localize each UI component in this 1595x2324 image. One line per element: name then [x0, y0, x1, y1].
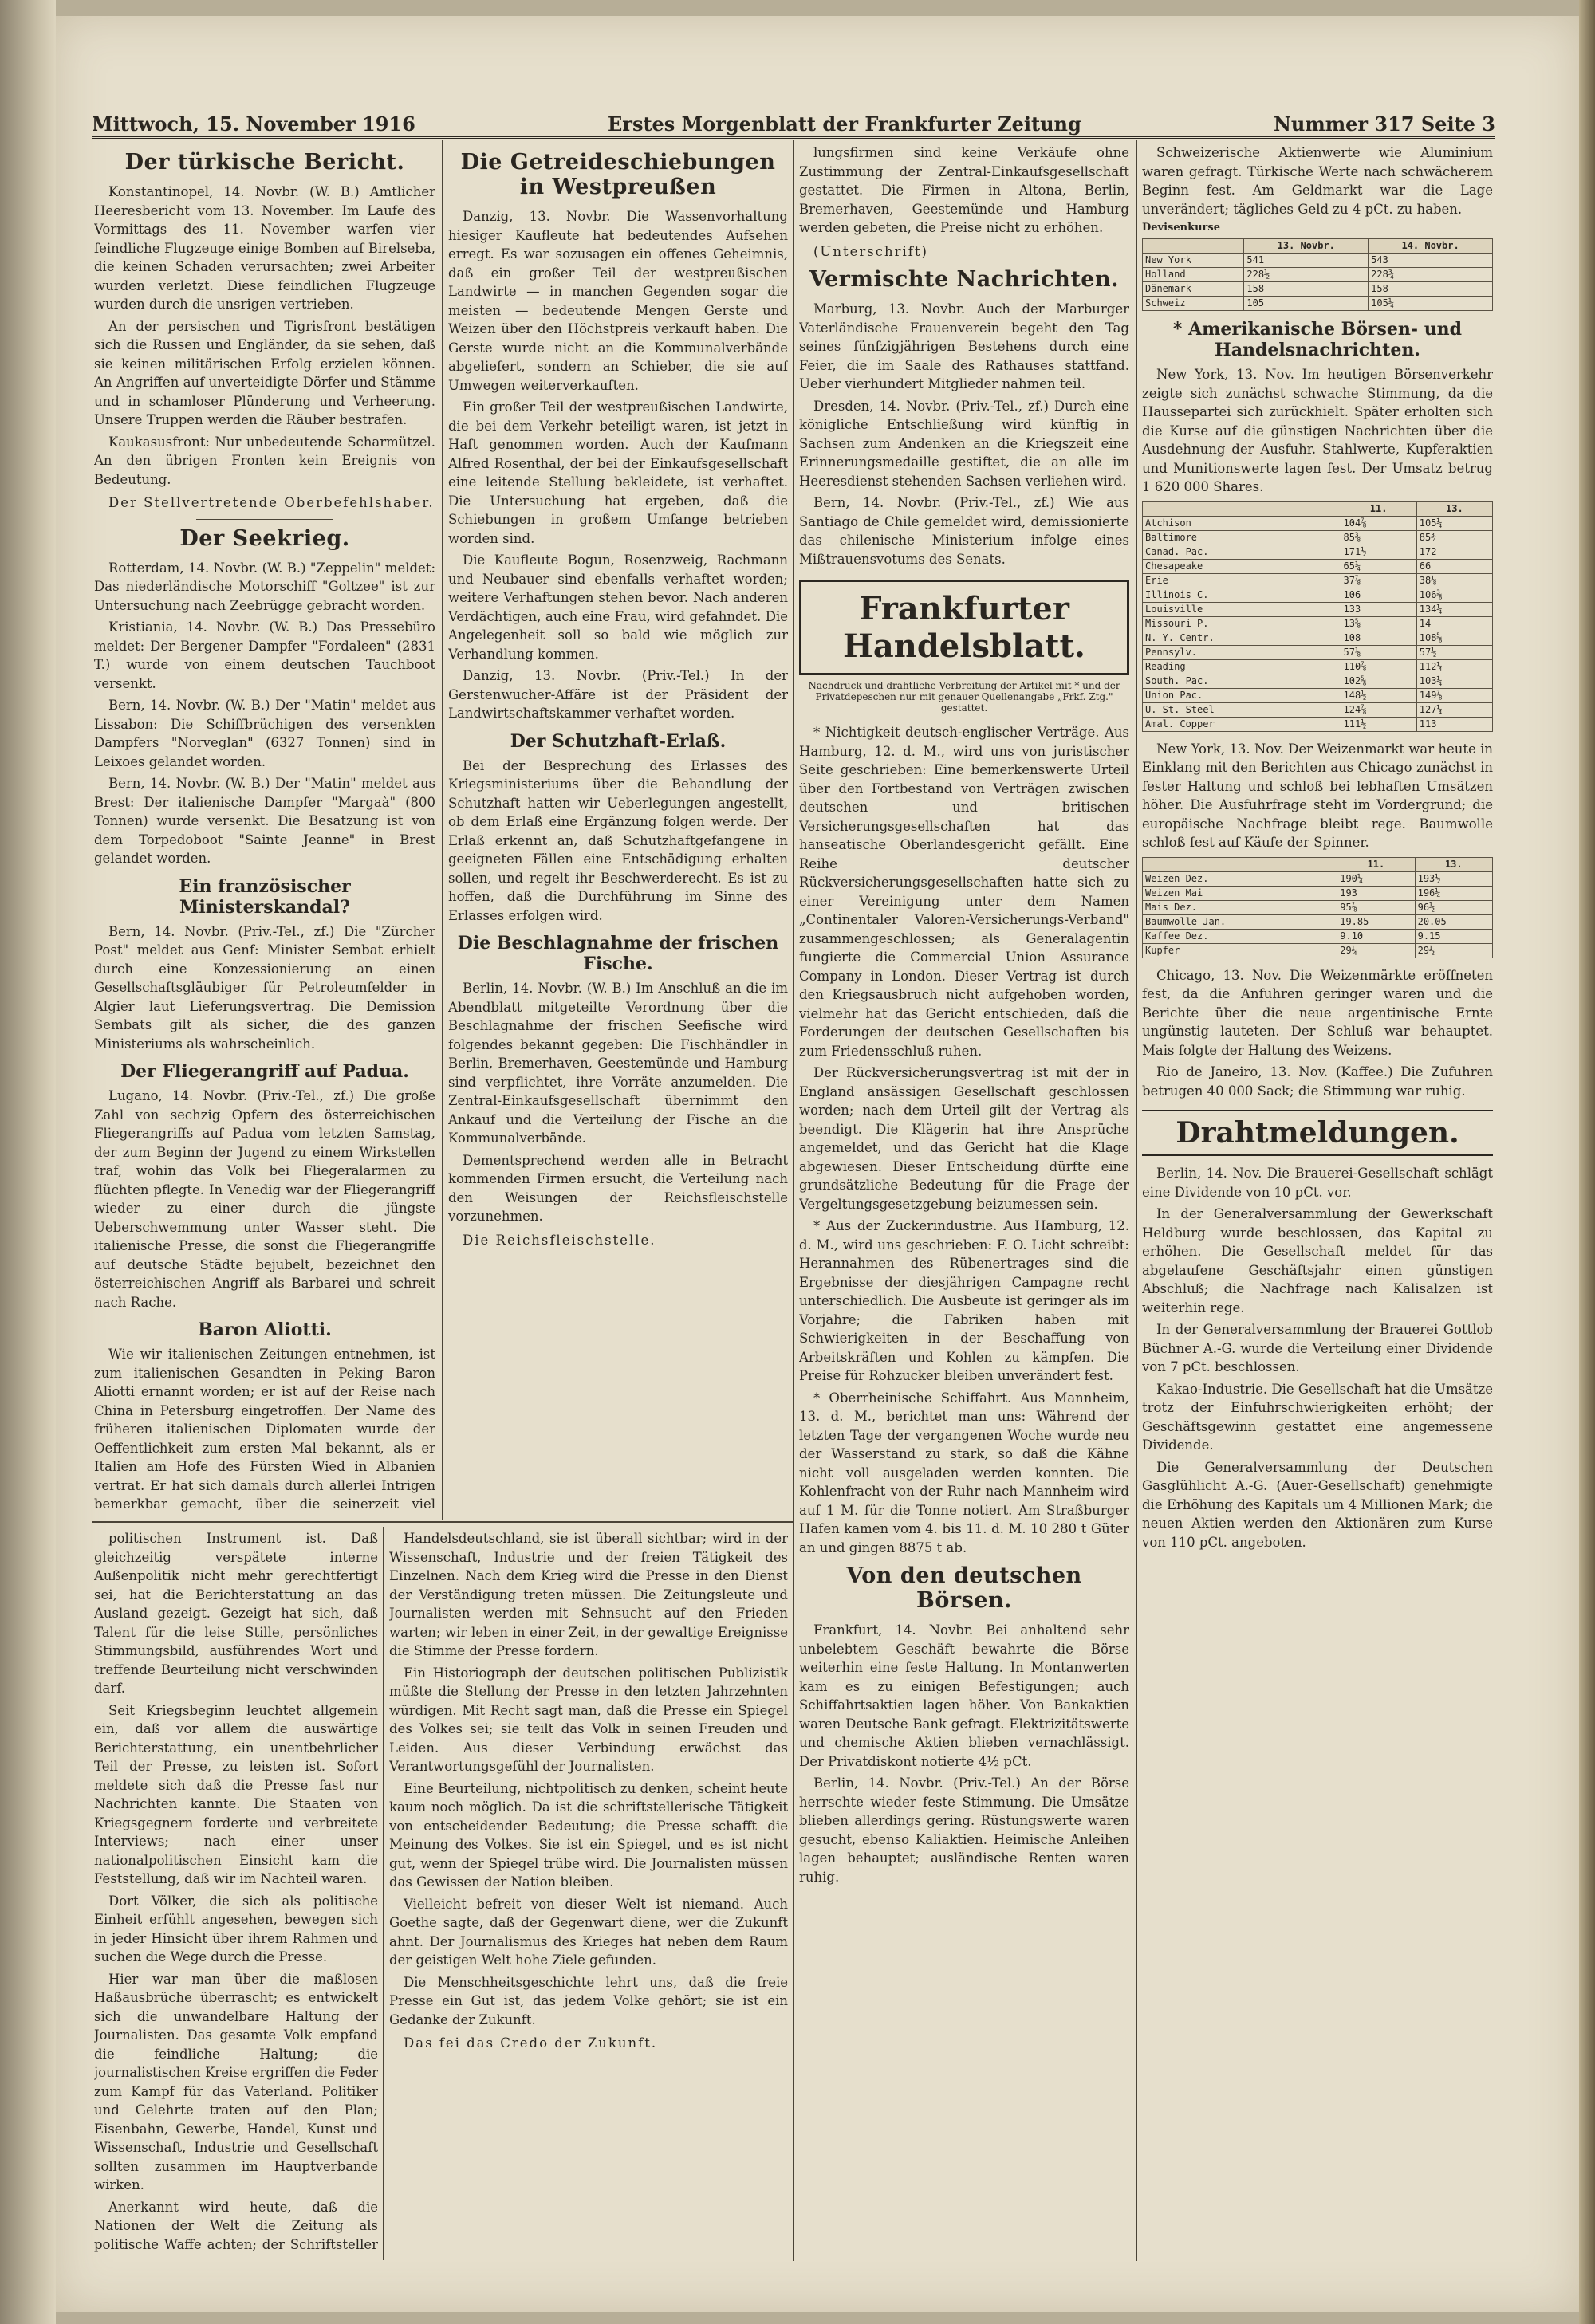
headline-amerikanische-boersen: * Amerikanische Börsen- und Handelsnachrichten.: [1172, 319, 1463, 360]
market-row: [1143, 900, 1493, 914]
stock-row: [1143, 659, 1493, 674]
stock-cell: Union Pac.: [1143, 688, 1341, 702]
stock-cell: 57⅛: [1341, 645, 1416, 659]
stock-cell: 104⅞: [1341, 516, 1416, 530]
devisen-cell: 228¾: [1369, 268, 1493, 282]
bottom-column-left: [94, 1529, 378, 2256]
headline-ministerskandal: Ein französischer Ministerskandal?: [179, 875, 351, 918]
stock-header-cell: [1143, 501, 1341, 516]
signature: (Unterschrift): [813, 243, 928, 259]
column-rule-bottom: [383, 1527, 384, 2260]
stock-cell: 108: [1341, 631, 1416, 645]
stock-row: [1143, 631, 1493, 645]
article-paragraph: Konstantinopel, 14. Novbr. (W. B.) Amtlicher Heeresbericht vom 13. November. Im Laufe des Vormittags des 11. November warfen vier feindliche Flugzeuge einige Bomben auf Birelseba, die keinen Schaden verursachten; zwei Arbeiter wurden verletzt. Diese feindlichen Flugzeuge wurden durch die unsrigen vertrieben.: [94, 184, 435, 312]
devisen-cell: 228½: [1244, 268, 1369, 282]
bottom-column-mid: [389, 1529, 788, 2256]
devisen-cell: 105: [1244, 297, 1369, 311]
market-header-cell: [1143, 857, 1337, 871]
article-paragraph: Berlin, 14. Novbr. (Priv.-Tel.) An der Börse herrschte wieder feste Stimmung. Die Umsätze blieben allerdings gering. Rüstungswerte waren gesucht, ebenso Kaliaktien. Heimische Anleihen lagen behauptet; ausländische Renten waren ruhig.: [799, 1775, 1129, 1885]
market-row: [1143, 914, 1493, 929]
devisen-header-cell: 13. Novbr.: [1244, 239, 1369, 254]
headline-seekrieg: Der Seekrieg.: [179, 525, 350, 551]
headline-beschlagnahme-fische: Die Beschlagnahme der frischen Fische.: [457, 933, 779, 974]
article-paragraph: Handelsdeutschland, sie ist überall sichtbar; wird in der Wissenschaft, Industrie und der freien Tätigkeit des Einzelnen. Nach dem Krieg wird die Presse in den Dienst der Verständigung treten müssen. Die Zeitungsleute und Journalisten werden mit Sehnsucht auf den Frieden warten; wir leben in einer Zeit, in der gewaltige Ereignisse die Stimme der Presse fordern.: [389, 1531, 788, 1658]
stock-cell: 85¾: [1416, 530, 1492, 545]
stock-cell: Louisville: [1143, 602, 1341, 616]
column-3: [799, 144, 1129, 2256]
article-paragraph: * Oberrheinische Schiffahrt. Aus Mannheim, 13. d. M., berichtet man uns: Während der letzten Tage der vergangenen Woche wurde neu der Wasserstand zu stark, so daß die Kähne nicht voll ausgeladen werden konnten. Die Kohlenfracht von der Ruhr nach Mannheim wird auf 1 M. für die Tonne notiert. Am Straßburger Hafen kamen vom 4. bis 11. d. M. 10 280 t Güter an und gingen 8875 t ab.: [799, 1390, 1129, 1555]
article-paragraph: New York, 13. Nov. Der Weizenmarkt war heute in Einklang mit den Berichten aus Chicago zunächst in fester Haltung und schloß bei lebhaften Umsätzen höher. Die Ausfuhrfrage steht im Vordergrund; die europäische Nachfrage bleibt rege. Baumwolle schloß fest auf Käufe der Spinner.: [1142, 741, 1493, 850]
masthead-date: Mittwoch, 15. November 1916: [92, 112, 415, 136]
market-cell: Weizen Mai: [1143, 886, 1337, 900]
stock-cell: 112¼: [1416, 659, 1492, 674]
market-cell: Kupfer: [1143, 943, 1337, 958]
devisen-header-cell: 14. Novbr.: [1369, 239, 1493, 254]
stock-cell: 66: [1416, 559, 1492, 573]
column-1: [94, 144, 435, 1516]
article-paragraph: Kakao-Industrie. Die Gesellschaft hat die Umsätze trotz der Einfuhrschwierigkeiten erhöht; der Geschäftsgewinn gestattet eine angemessene Dividende.: [1142, 1381, 1493, 1453]
handelsblatt-banner: Frankfurter Handelsblatt.: [799, 580, 1129, 675]
devisen-row: [1143, 254, 1493, 268]
devisen-cell: Holland: [1143, 268, 1244, 282]
stock-cell: 105¼: [1416, 516, 1492, 530]
stock-cell: Reading: [1143, 659, 1341, 674]
stock-row: [1143, 688, 1493, 702]
stock-cell: Canad. Pac.: [1143, 545, 1341, 559]
article-paragraph: Kristiania, 14. Novbr. (W. B.) Das Pressebüro meldet: Der Bergener Dampfer "Fordaleen" (2831 T.) wurde von einem deutschen Tauchboot versenkt.: [94, 619, 435, 691]
market-cell: Kaffee Dez.: [1143, 929, 1337, 943]
article-paragraph: Bern, 14. Novbr. (W. B.) Der "Matin" meldet aus Lissabon: Die Schiffbrüchigen des versenkten Dampfers "Norveglan" (6327 Tonnen) sind in Leixoes gelandet worden.: [94, 698, 435, 769]
headline-fliegerangriff: Der Fliegerangriff auf Padua.: [120, 1061, 409, 1082]
stock-cell: 57½: [1416, 645, 1492, 659]
stock-cell: 110⅞: [1341, 659, 1416, 674]
stock-cell: 111½: [1341, 717, 1416, 731]
headline-deutsche-boersen: Von den deutschen Börsen.: [846, 1563, 1082, 1613]
binding-gutter-left: [0, 0, 56, 2324]
article-paragraph: * Nichtigkeit deutsch-englischer Verträge. Aus Hamburg, 12. d. M., wird uns von juristischer Seite geschrieben: Eine bemerkenswerte Urteil über den Fortbestand von Verträgen zwischen deutschen und britischen Versicherungsgesellschaften hat das hanseatische Oberlandesgericht gefällt. Eine Reihe deutscher Rückversicherungsgesellschaften hatte sich zu einer Vereinigung unter dem Namen „Continentaler Valoren-Versicherungs-Verband" zusammengeschlossen; als Generalagentin fungierte die Commercial Union Assurance Company in London. Dieser Vertrag ist durch den Kriegsausbruch nicht aufgehoben worden, vielmehr hat das Gericht entschieden, daß die Forderungen der deutschen Gesellschaften bis zum Friedensschluß ruhen.: [799, 725, 1129, 1059]
column-rule-1: [442, 140, 443, 1520]
stock-cell: Missouri P.: [1143, 616, 1341, 631]
article-paragraph: Danzig, 13. Novbr. Die Wassenvorhaltung hiesiger Kaufleute hat bedeutendes Aufsehen erregt. Es war sozusagen ein offenes Geheimnis, daß ein großer Teil der westpreußischen Landwirte — in manchen Gegenden sogar die meisten — bedeutende Mengen Gerste und Weizen über den Höchstpreis verkauft haben. Die Gerste wurde nicht an die Kommunalverbände abgeliefert, sondern an Schieber, die sie auf Umwegen weiterverkauften.: [448, 209, 788, 393]
stock-table: [1142, 501, 1493, 732]
stock-cell: Chesapeake: [1143, 559, 1341, 573]
separator: [196, 519, 333, 520]
column-4: [1142, 144, 1493, 2256]
article-paragraph: Die Kaufleute Bogun, Rosenzweig, Rachmann und Neubauer sind ebenfalls verhaftet worden; weitere Verhaftungen stehen bevor. Nach anderen Verdächtigen, auch eine Frau, wird gefahndet. Die Angelegenheit soll so bald wie möglich zur Verhandlung kommen.: [448, 552, 788, 662]
stock-cell: 106: [1341, 588, 1416, 602]
article-paragraph: * Aus der Zuckerindustrie. Aus Hamburg, 12. d. M., wird uns geschrieben: F. O. Licht schreibt: Herannahmen des Rübenertrages sind die Ergebnisse der diesjährigen Campagne recht unterschiedlich. Die Ausbeute ist geringer als im Vorjahre; die Fabriken haben mit Schwierigkeiten in der Beschaffung von Arbeitskräften und Kohlen zu kämpfen. Die Preise für Rohzucker bleiben unverändert fest.: [799, 1218, 1129, 1383]
stock-cell: 149⅞: [1416, 688, 1492, 702]
article-paragraph: lungsfirmen sind keine Verkäufe ohne Zustimmung der Zentral-Einkaufsgesellschaft gestattet. Die Firmen in Altona, Berlin, Bremerhaven, Geestemünde und Hamburg werden gebeten, die Preise nicht zu erhöhen.: [799, 145, 1129, 235]
article-paragraph: Ein Historiograph der deutschen politischen Publizistik müßte die Stellung der Presse in den letzten Jahrzehnten würdigen. Mit Recht sagt man, daß die Presse ein Spiegel des Volkes sei; sie teilt das Volk in seinen Freuden und Leiden. Aus dieser Verbindung erwächst das Verantwortungsgefühl der Journalisten.: [389, 1665, 788, 1774]
article-paragraph: Seit Kriegsbeginn leuchtet allgemein ein, daß vor allem die auswärtige Berichterstattung, ein unentbehrlicher Teil der Presse, zu leisten ist. Sofort meldete sich daß die Presse fast nur Nachrichten kannte. Die Staaten von Kriegsgegnern forderte und verbreitete Interviews; nach einer unser nationalpolitischen Einsicht kam die Feststellung, daß wir im Nachteil waren.: [94, 1702, 378, 1886]
market-cell: 95⅞: [1337, 900, 1415, 914]
stock-row: [1143, 516, 1493, 530]
stock-cell: 65¼: [1341, 559, 1416, 573]
headline-drahtmeldungen: Drahtmeldungen.: [1142, 1110, 1493, 1156]
article-paragraph: Rio de Janeiro, 13. Nov. (Kaffee.) Die Zufuhren betrugen 40 000 Sack; die Stimmung war ruhig.: [1142, 1064, 1493, 1099]
devisen-cell: 158: [1369, 282, 1493, 297]
market-row: [1143, 871, 1493, 886]
market-row: [1143, 886, 1493, 900]
market-row: [1143, 929, 1493, 943]
article-paragraph: Lugano, 14. Novbr. (Priv.-Tel., zf.) Die große Zahl von sechzig Opfern des österreichischen Fliegerangriffs auf Padua vom letzten Samstag, der zum Beginn der Jugend zu einem Wirkstellen traf, wohin das Volk bei Fliegeralarmen zu flüchten pflegte. In Venedig war der Fliegerangriff wieder zu einer durch die jüngste Ueberschwemmung unter Wasser steht. Die italienische Presse, die sonst die Fliegerangriffe auf deutsche Städte bejubelt, bezeichnet den österreichischen Angriff als Barbarei und schreit nach Rache.: [94, 1088, 435, 1310]
article-paragraph: Die Menschheitsgeschichte lehrt uns, daß die freie Presse ein Gut ist, das jedem Volke gehört; sie ist ein Gedanke der Zukunft.: [389, 1974, 788, 2027]
stock-cell: 127¼: [1416, 702, 1492, 717]
article-paragraph: Bei der Besprechung des Erlasses des Kriegsministeriums über die Behandlung der Schutzhaft hatten wir Ueberlegungen angestellt, ob dem Erlaß eine Ergänzung folgen werde. Der Erlaß erkennt an, daß Schutzhaftgefangene in geeigneten Fällen eine Entschädigung erhalten sollen, und regelt ihr Beschwerderecht. Es ist zu hoffen, daß die Durchführung im Sinne des Erlasses erfolgen wird.: [448, 757, 788, 923]
stock-cell: 148½: [1341, 688, 1416, 702]
stock-row: [1143, 717, 1493, 731]
market-cell: 190¼: [1337, 871, 1415, 886]
stock-cell: Atchison: [1143, 516, 1341, 530]
devisen-cell: 158: [1244, 282, 1369, 297]
market-cell: 19.85: [1337, 914, 1415, 929]
masthead-page-number: Nummer 317 Seite 3: [1273, 112, 1495, 136]
market-cell: 193½: [1415, 871, 1492, 886]
article-paragraph: Berlin, 14. Novbr. (W. B.) Im Anschluß an die im Abendblatt mitgeteilte Verordnung über die Beschlagnahme der frischen Seefische wird folgendes bekannt gegeben: Die Fischhändler in Berlin, Bremerhaven, Geestemünde und Hamburg sind verpflichtet, ihre Vorräte anzumelden. Die Zentral-Einkaufsgesellschaft übernimmt den Ankauf und die Verteilung der Fische an die Kommunalverbände.: [448, 981, 788, 1146]
headline-baron-aliotti: Baron Aliotti.: [198, 1319, 332, 1340]
market-cell: 9.15: [1415, 929, 1492, 943]
stock-row: [1143, 616, 1493, 631]
market-cell: Weizen Dez.: [1143, 871, 1337, 886]
stock-cell: South. Pac.: [1143, 674, 1341, 688]
signature: Die Reichsfleischstelle.: [463, 1232, 656, 1248]
article-paragraph: New York, 13. Nov. Im heutigen Börsenverkehr zeigte sich zunächst schwache Stimmung, da die Haussepartei sich zurückhielt. Später erholten sich die Kurse auf die günstigen Nachrichten über die Ausdehnung der Ausfuhr. Stahlwerte, Kupferaktien und Munitionswerte lagen fest. Der Umsatz betrug 1 620 000 Shares.: [1142, 367, 1493, 494]
stock-row: [1143, 573, 1493, 588]
stock-row: [1143, 545, 1493, 559]
stock-row: [1143, 674, 1493, 688]
article-paragraph: Frankfurt, 14. Novbr. Bei anhaltend sehr unbelebtem Geschäft bewahrte die Börse weiterhin eine feste Haltung. In Montanwerten kam es zu einigen Befestigungen; auch Schiffahrtsaktien lagen höher. Von Bankaktien waren Deutsche Bank gefragt. Elektrizitätswerte und chemische Aktien blieben vernachlässigt. Der Privatdiskont notierte 4½ pCt.: [799, 1622, 1129, 1769]
column-rule-3: [1136, 140, 1137, 2261]
closing-line: Das fei das Credo der Zukunft.: [404, 2035, 658, 2051]
stock-cell: 171½: [1341, 545, 1416, 559]
stock-row: [1143, 602, 1493, 616]
stock-cell: 85⅜: [1341, 530, 1416, 545]
market-header-cell: 13.: [1415, 857, 1492, 871]
devisen-row: [1143, 268, 1493, 282]
article-paragraph: Dresden, 14. Novbr. (Priv.-Tel., zf.) Durch eine königliche Entschließung wird künftig in Sachsen zum Andenken an die Kriegszeit eine Erinnerungsmedaille gestiftet, die an alle im Heeresdienst stehenden Sachsen verliehen wird.: [799, 398, 1129, 489]
article-paragraph: Hier war man über die maßlosen Haßausbrüche überrascht; es entwickelt sich die unwandelbare Haltung der Journalisten. Das gesamte Volk empfand die feindliche Haltung; die journalistischen Kreise ergriffen die Feder zum Kampf für das Vaterland. Politiker und Gelehrte traten auf den Plan; Eisenbahn, Gewerbe, Handel, Kunst und Wissenschaft, Industrie und Gesellschaft sollten zusammen im Hauptverbande wirken.: [94, 1971, 378, 2192]
market-cell: 193: [1337, 886, 1415, 900]
market-row: [1143, 943, 1493, 958]
market-cell: Baumwolle Jan.: [1143, 914, 1337, 929]
masthead: [92, 112, 1495, 139]
stock-cell: 38⅛: [1416, 573, 1492, 588]
column-2: [448, 144, 788, 1516]
stock-cell: N. Y. Centr.: [1143, 631, 1341, 645]
market-header-cell: 11.: [1337, 857, 1415, 871]
market-cell: 96½: [1415, 900, 1492, 914]
masthead-paper-title: Erstes Morgenblatt der Frankfurter Zeitung: [608, 112, 1081, 136]
article-paragraph: Bern, 14. Novbr. (Priv.-Tel., zf.) Wie aus Santiago de Chile gemeldet wird, demissionierte das chilenische Ministerium infolge eines Mißtrauensvotums des Senats.: [799, 495, 1129, 567]
stock-cell: 133: [1341, 602, 1416, 616]
stock-row: [1143, 588, 1493, 602]
market-cell: 9.10: [1337, 929, 1415, 943]
devisen-title: Devisenkurse: [1142, 222, 1220, 234]
article-paragraph: Der Rückversicherungsvertrag ist mit der in England ansässigen Gesellschaft geschlossen worden; nach dem Urteil gilt der Vertrag als beendigt. Die Klägerin hat ihre Ansprüche angemeldet, und das Gericht hat die Klage abgewiesen. Dieser Entscheidung dürfte eine grundsätzliche Bedeutung für die Frage der Vergeltungsgesetzgebung beizumessen sein.: [799, 1065, 1129, 1212]
devisen-cell: 543: [1369, 254, 1493, 268]
stock-cell: 113: [1416, 717, 1492, 731]
article-paragraph: Ein großer Teil der westpreußischen Landwirte, die bei dem Verkehr beteiligt waren, ist jetzt in Haft genommen worden. Auch der Kaufmann Alfred Rosenthal, der bei der Einkaufsgesellschaft eine leitende Stellung bekleidete, ist verhaftet. Die Untersuchung hat ergeben, daß die Schiebungen in großem Umfange betrieben worden sind.: [448, 399, 788, 546]
article-paragraph: An der persischen und Tigrisfront bestätigen sich die Russen und Engländer, da sie sehen, daß sie keinen militärischen Erfolg erzielen können. An Angriffen auf unverteidigte Dörfer und Stämme und in schamloser Plünderung und Verheerung. Unsere Truppen werden die Räuber bestrafen.: [94, 318, 435, 427]
section-rule-bottom: [92, 1521, 794, 1523]
stock-row: [1143, 645, 1493, 659]
stock-row: [1143, 530, 1493, 545]
stock-header-cell: 13.: [1416, 501, 1492, 516]
stock-row: [1143, 702, 1493, 717]
article-paragraph: Berlin, 14. Nov. Die Brauerei-Gesellschaft schlägt eine Dividende von 10 pCt. vor.: [1142, 1166, 1493, 1200]
signature: Der Stellvertretende Oberbefehlshaber.: [108, 495, 435, 510]
binding-gutter-right: [1579, 0, 1595, 2324]
market-table: [1142, 857, 1493, 958]
stock-cell: U. St. Steel: [1143, 702, 1341, 717]
article-paragraph: Anerkannt wird heute, daß die Nationen der Welt die Zeitung als politische Waffe achten; der Schriftsteller: [94, 2199, 378, 2252]
stock-cell: Illinois C.: [1143, 588, 1341, 602]
article-paragraph: In der Generalversammlung der Gewerkschaft Heldburg wurde beschlossen, das Kapital zu erhöhen. Die Gesellschaft meldet für das abgelaufene Geschäftsjahr einen günstigen Abschluß; die Nachfrage nach Kalisalzen ist weiterhin rege.: [1142, 1206, 1493, 1315]
devisen-cell: 541: [1244, 254, 1369, 268]
column-rule-2: [793, 140, 794, 2261]
article-paragraph: Chicago, 13. Nov. Die Weizenmärkte eröffneten fest, da die Anfuhren geringer waren und die Berichte über die neue argentinische Ernte ungünstig lauteten. Der Schluß war behauptet. Mais folgte der Haltung des Weizens.: [1142, 967, 1493, 1058]
stock-cell: 37⅞: [1341, 573, 1416, 588]
article-paragraph: In der Generalversammlung der Brauerei Gottlob Büchner A.-G. wurde die Verteilung einer Dividende von 7 pCt. beschlossen.: [1142, 1322, 1493, 1374]
stock-cell: Amal. Copper: [1143, 717, 1341, 731]
devisen-cell: New York: [1143, 254, 1244, 268]
stock-cell: Baltimore: [1143, 530, 1341, 545]
devisen-cell: Dänemark: [1143, 282, 1244, 297]
stock-cell: 102⅝: [1341, 674, 1416, 688]
stock-row: [1143, 559, 1493, 573]
article-paragraph: Eine Beurteilung, nichtpolitisch zu denken, scheint heute kaum noch möglich. Da ist die schriftstellerische Tätigkeit von entscheidender Bedeutung; die Presse schafft die Meinung des Volkes. Sie ist ein Spiegel, und es ist nicht gut, wenn der Spiegel trübe wird. Die Journalisten müssen das Gewissen der Nation bleiben.: [389, 1780, 788, 1889]
article-paragraph: Wie wir italienischen Zeitungen entnehmen, ist zum italienischen Gesandten in Peking Baron Aliotti ernannt worden; er ist auf der Reise nach China in Petersburg eingetroffen. Der Name des früheren italienischen Diplomaten wurde der Oeffentlichkeit zum ersten Mal bekannt, als er Italien am Hofe des Fürsten Wied in Albanien vertrat. Er hat sich damals durch allerlei Intrigen bemerkbar gemacht, über die seinerzeit viel: [94, 1347, 435, 1512]
stock-cell: Pennsylv.: [1143, 645, 1341, 659]
devisen-table: [1142, 238, 1493, 311]
article-paragraph: Danzig, 13. Novbr. (Priv.-Tel.) In der Gerstenwucher-Affäre ist der Präsident der Landwirtschaftskammer verhaftet worden.: [448, 668, 788, 721]
article-paragraph: Dort Völker, die sich als politische Einheit erfühlt angesehen, bewegen sich in jeder Hinsicht über ihrem Rahmen und suchen die Wege durch die Presse.: [94, 1893, 378, 1964]
article-paragraph: Vielleicht befreit von dieser Welt ist niemand. Auch Goethe sagte, daß der Gegenwart diene, wer die Zukunft ahnt. Der Journalismus des Krieges hat neben dem Raum der geistigen Welt hohe Ziele gefunden.: [389, 1896, 788, 1968]
article-paragraph: Marburg, 13. Novbr. Auch der Marburger Vaterländische Frauenverein begeht den Tag seines fünfzigjährigen Bestehens durch eine Feier, die im Saale des Rathauses stattfand. Ueber vierhundert Mitglieder nahmen teil.: [799, 301, 1129, 391]
devisen-row: [1143, 297, 1493, 311]
headline-getreideschiebungen: Die Getreideschiebungen in Westpreußen: [460, 150, 776, 199]
devisen-cell: Schweiz: [1143, 297, 1244, 311]
stock-cell: 14: [1416, 616, 1492, 631]
stock-cell: 108⅝: [1416, 631, 1492, 645]
market-cell: Mais Dez.: [1143, 900, 1337, 914]
headline-schutzhaft-erlass: Der Schutzhaft-Erlaß.: [510, 730, 727, 752]
devisen-header-cell: [1143, 239, 1244, 254]
market-cell: 29½: [1415, 943, 1492, 958]
stock-cell: 13⅝: [1341, 616, 1416, 631]
market-cell: 20.05: [1415, 914, 1492, 929]
article-paragraph: Bern, 14. Novbr. (W. B.) Der "Matin" meldet aus Brest: Der italienische Dampfer "Margaà" (800 Tonnen) wurde versenkt. Die Besatzung ist von dem Torpedoboot "Sainte Jeanne" in Brest gelandet worden.: [94, 776, 435, 866]
handelsblatt-note: Nachdruck und drahtliche Verbreitung der Artikel mit * und der Privatdepeschen nur mit genauer Quellenangabe „Frkf. Ztg." gestattet.: [808, 680, 1120, 714]
stock-cell: 172: [1416, 545, 1492, 559]
devisen-row: [1143, 282, 1493, 297]
stock-header-cell: 11.: [1341, 501, 1416, 516]
article-paragraph: Rotterdam, 14. Novbr. (W. B.) "Zeppelin" meldet: Das niederländische Motorschiff "Goltzee" ist zur Untersuchung nach Zeebrügge gebracht worden.: [94, 560, 435, 613]
article-paragraph: politischen Instrument ist. Daß gleichzeitig verspätete interne Außenpolitik nicht mehr gerechtfertigt sei, hat die Berichterstattung an das Ausland gezeigt. Gezeigt hat sich, daß Talent für die leise Stille, persönliches Stimmungsbild, ausführendes Wort und treffende Beurteilung nicht verschwinden darf.: [94, 1531, 378, 1696]
devisen-cell: 105¼: [1369, 297, 1493, 311]
headline-tuerkischer-bericht: Der türkische Bericht.: [124, 150, 405, 175]
market-cell: 29¼: [1337, 943, 1415, 958]
stock-cell: 134¼: [1416, 602, 1492, 616]
stock-cell: 124⅞: [1341, 702, 1416, 717]
article-paragraph: Schweizerische Aktienwerte wie Aluminium waren gefragt. Türkische Werte nach schwächerem Beginn fest. Am Geldmarkt war die Lage unverändert; tägliches Geld zu 4 pCt. zu haben.: [1142, 145, 1493, 217]
market-cell: 196¼: [1415, 886, 1492, 900]
stock-cell: Erie: [1143, 573, 1341, 588]
article-paragraph: Kaukasusfront: Nur unbedeutende Scharmützel. An den übrigen Fronten kein Ereignis von Bedeutung.: [94, 434, 435, 487]
headline-vermischte-nachrichten: Vermischte Nachrichten.: [809, 267, 1119, 292]
article-paragraph: Die Generalversammlung der Deutschen Gasglühlicht A.-G. (Auer-Gesellschaft) genehmigte die Erhöhung des Kapitals um 4 Millionen Mark; die neuen Aktien werden den Aktionären zum Kurse von 110 pCt. angeboten.: [1142, 1459, 1493, 1550]
article-paragraph: Dementsprechend werden alle in Betracht kommenden Firmen ersucht, die Verteilung nach den Weisungen der Reichsfleischstelle vorzunehmen.: [448, 1152, 788, 1224]
article-paragraph: Bern, 14. Novbr. (Priv.-Tel., zf.) Die "Zürcher Post" meldet aus Genf: Minister Sembat erhielt durch eine Konzessionierung an einen Gesellschaftsgläubiger für Petroleumfelder in Algier laut Lieferungsvertrag. Die Demission Sembats gilt als sicher, die des ganzen Ministeriums als wahrscheinlich.: [94, 923, 435, 1052]
stock-cell: 106⅜: [1416, 588, 1492, 602]
stock-cell: 103¼: [1416, 674, 1492, 688]
